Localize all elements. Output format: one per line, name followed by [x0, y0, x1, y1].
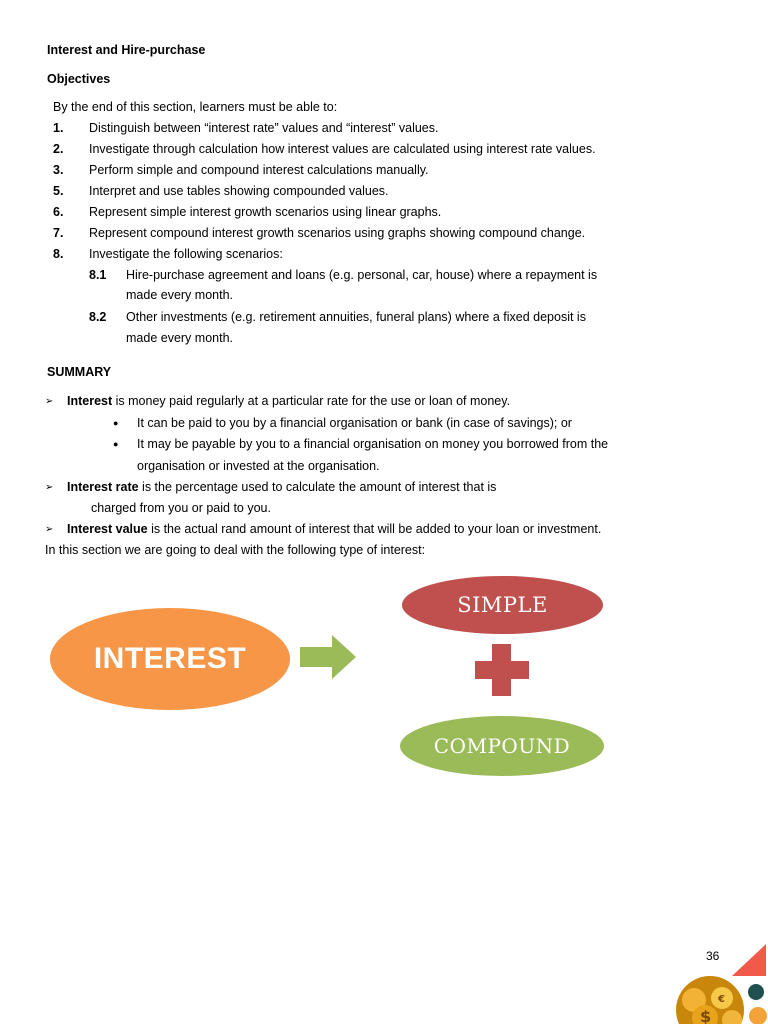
objective-text: Investigate through calculation how interest values are calculated using interest rate values. [89, 142, 596, 156]
interest-value-definition [67, 522, 601, 536]
simple-label: SIMPLE [457, 593, 548, 617]
right-arrow-icon [298, 634, 358, 680]
objective-text: Perform simple and compound interest calculations manually. [89, 163, 429, 177]
closing-sentence: In this section we are going to deal with the following type of interest: [45, 543, 426, 557]
objectives-intro: By the end of this section, learners must be able to: [53, 100, 338, 114]
interest-ellipse [50, 608, 290, 710]
interest-bullet-1: It can be paid to you by a financial organisation or bank (in case of savings); or [137, 416, 572, 430]
arrow-bullet-icon: ➢ [45, 524, 54, 535]
objective-number: 5. [53, 184, 64, 198]
sub-objective-text: Hire-purchase agreement and loans (e.g. personal, car, house) where a repayment is [126, 268, 598, 282]
objective-text: Represent simple interest growth scenarios using linear graphs. [89, 205, 442, 219]
interest-rate-def-text: is the percentage used to calculate the amount of interest that is [138, 480, 497, 494]
plus-icon [474, 643, 530, 697]
objective-text: Interpret and use tables showing compounded values. [89, 184, 389, 198]
page-number: 36 [706, 949, 720, 963]
svg-text:€: € [718, 994, 725, 1005]
arrow-bullet-icon: ➢ [45, 482, 54, 493]
sub-objective-text: Other investments (e.g. retirement annuities, funeral plans) where a fixed deposit is [126, 310, 586, 324]
objective-text: Represent compound interest growth scenarios using graphs showing compound change. [89, 226, 586, 240]
sub-objective-text-cont: made every month. [126, 288, 233, 302]
objective-text: Distinguish between “interest rate” values and “interest” values. [89, 121, 439, 135]
interest-value-term: Interest value [67, 522, 148, 536]
interest-bullet-2: It may be payable by you to a financial organisation on money you borrowed from the [137, 437, 609, 451]
interest-label: INTEREST [93, 642, 247, 675]
sub-objective-number: 8.1 [89, 268, 107, 282]
svg-text:$: $ [700, 1007, 712, 1024]
objective-text: Investigate the following scenarios: [89, 247, 283, 261]
objective-number: 6. [53, 205, 64, 219]
arrow-bullet-icon: ➢ [45, 396, 54, 407]
objectives-heading: Objectives [47, 72, 111, 86]
interest-value-def-text: is the actual rand amount of interest that will be added to your loan or investment. [147, 522, 602, 536]
objective-number: 2. [53, 142, 64, 156]
interest-bullet-2-cont: organisation or invested at the organisation. [137, 459, 380, 473]
summary-heading: SUMMARY [47, 365, 112, 379]
dot-bullet-icon: ● [113, 439, 119, 449]
interest-rate-term: Interest rate [67, 480, 139, 494]
section-title: Interest and Hire-purchase [47, 43, 206, 57]
sub-objective-text-cont: made every month. [126, 331, 233, 345]
dot-bullet-icon: ● [113, 418, 119, 428]
compound-label: COMPOUND [433, 734, 571, 758]
interest-rate-def-cont: charged from you or paid to you. [91, 501, 271, 515]
compound-ellipse [400, 716, 604, 776]
interest-rate-definition [67, 480, 496, 494]
simple-ellipse [402, 576, 603, 634]
objective-number: 7. [53, 226, 64, 240]
objective-number: 1. [53, 121, 64, 135]
objective-number: 3. [53, 163, 64, 177]
interest-def-text: is money paid regularly at a particular rate for the use or loan of money. [112, 394, 511, 408]
interest-definition [67, 394, 510, 408]
sub-objective-number: 8.2 [89, 310, 107, 324]
coins-decoration-icon [672, 940, 768, 1024]
interest-term: Interest [67, 394, 113, 408]
objective-number: 8. [53, 247, 64, 261]
